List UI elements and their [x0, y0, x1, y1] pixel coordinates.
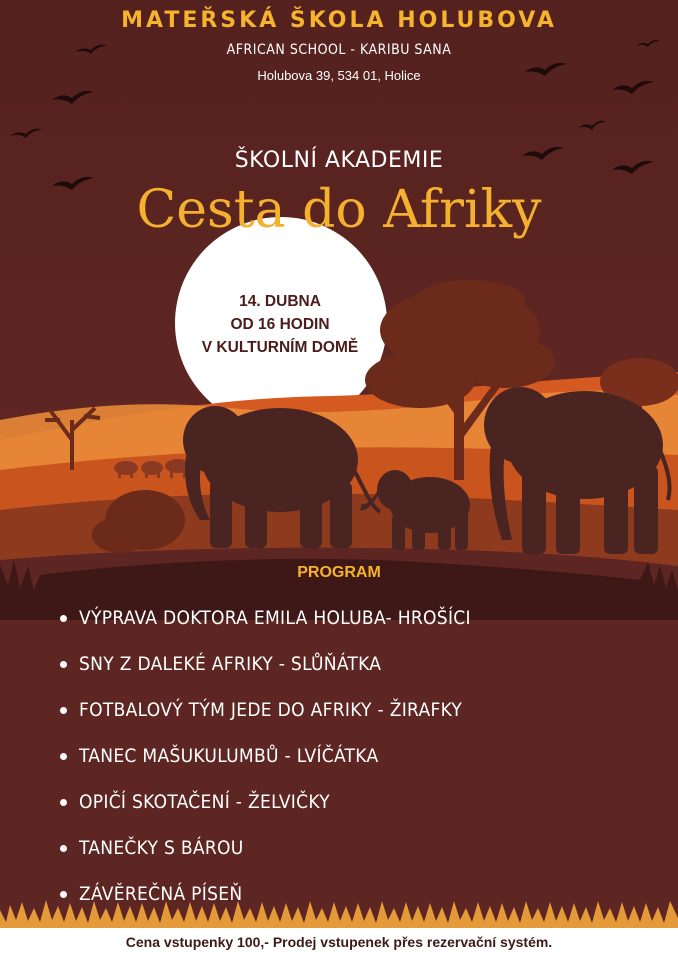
bird-icon: [52, 91, 94, 104]
list-item: [60, 733, 471, 779]
school-name: MATEŘSKÁ ŠKOLA HOLUBOVA: [121, 8, 557, 33]
bullet-icon: [60, 661, 67, 668]
bullet-icon: [60, 707, 67, 714]
bullet-icon: [60, 753, 67, 760]
bullet-icon: [60, 615, 67, 622]
list-item: [60, 825, 471, 871]
list-item: [60, 871, 471, 917]
school-address: Holubova 39, 534 01, Holice: [257, 68, 421, 83]
bird-icon: [578, 121, 606, 130]
program-list: [60, 595, 471, 917]
bullet-icon: [60, 799, 67, 806]
list-item: [60, 595, 471, 641]
program-item-text: VÝPRAVA DOKTORA EMILA HOLUBA- HROŠÍCI: [79, 607, 471, 629]
event-date: 14. DUBNA: [239, 293, 321, 310]
list-item: [60, 779, 471, 825]
footer-text: Cena vstupenky 100,- Prodej vstupenek přes rezervační systém.: [125, 934, 553, 950]
program-item-text: OPIČÍ SKOTAČENÍ - ŽELVIČKY: [79, 791, 330, 813]
academy-label: ŠKOLNÍ AKADEMIE: [234, 148, 444, 173]
program-item-text: SNY Z DALEKÉ AFRIKY - SLŮŇÁTKA: [79, 653, 382, 675]
event-venue: V KULTURNÍM DOMĚ: [201, 339, 359, 356]
event-time: OD 16 HODIN: [230, 316, 330, 333]
program-item-text: TANEC MAŠUKULUMBŮ - LVÍČÁTKA: [79, 745, 379, 767]
program-item-text: ZÁVĚREČNÁ PÍSEŇ: [79, 883, 243, 905]
event-details: [175, 290, 385, 359]
program-heading: PROGRAM: [297, 564, 381, 581]
program-item-text: FOTBALOVÝ TÝM JEDE DO AFRIKY - ŽIRAFKY: [79, 699, 463, 721]
bird-icon: [10, 129, 42, 138]
program-item-text: TANEČKY S BÁROU: [79, 837, 244, 859]
list-item: [60, 641, 471, 687]
school-subtitle: AFRICAN SCHOOL - KARIBU SANA: [226, 42, 452, 58]
list-item: [60, 687, 471, 733]
bullet-icon: [60, 891, 67, 898]
event-title: Cesta do Afriky: [136, 180, 542, 240]
bullet-icon: [60, 845, 67, 852]
